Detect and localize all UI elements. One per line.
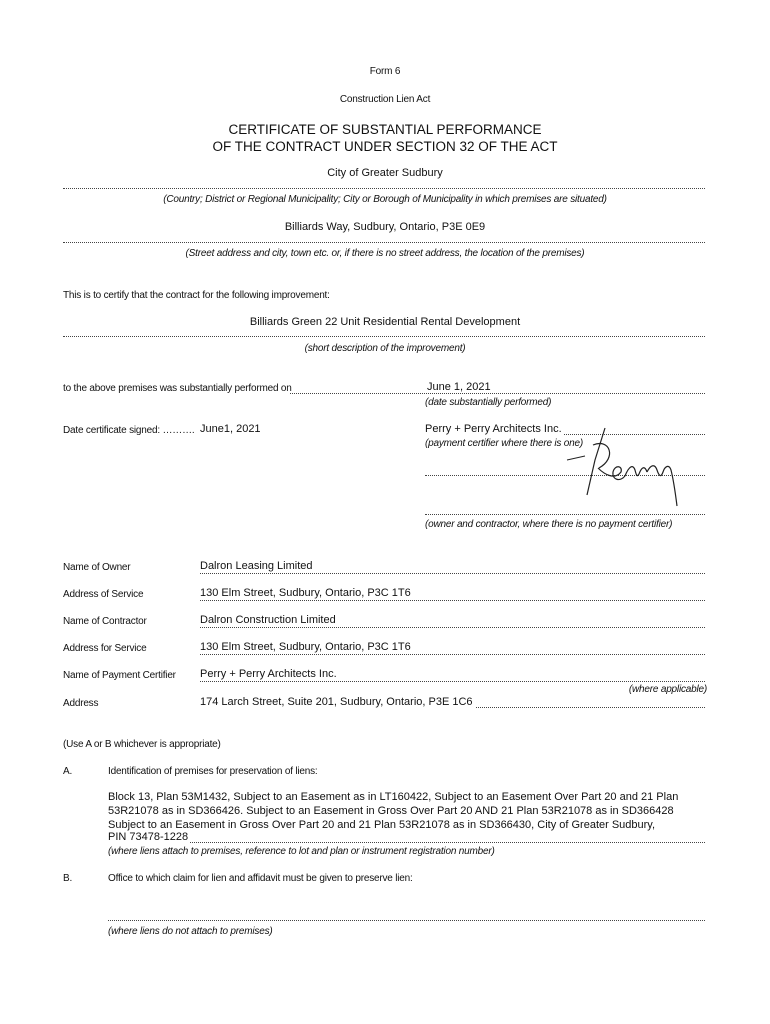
improvement-value: Billiards Green 22 Unit Residential Rental Development	[249, 316, 521, 328]
section-a-line-2: 53R21078 as in SD366426. Subject to an Easement in Gross Over Part 20 AND 21 Plan 53R21078 as in SD366428	[108, 805, 674, 817]
contractor-service-value: 130 Elm Street, Sudbury, Ontario, P3C 1T6	[200, 641, 411, 653]
section-a-caption: (where liens attach to premises, reference to lot and plan or instrument registration number)	[108, 846, 495, 857]
contractor-service-line	[200, 654, 705, 655]
certifier-address-value: 174 Larch Street, Suite 201, Sudbury, Ontario, P3E 1C6	[200, 696, 473, 708]
owner-service-line	[200, 600, 705, 601]
municipality-value: City of Greater Sudbury	[327, 167, 443, 179]
improvement-line	[63, 336, 705, 337]
signature-image	[565, 420, 695, 515]
address-value: Billiards Way, Sudbury, Ontario, P3E 0E9	[284, 221, 486, 233]
owner-caption: (owner and contractor, where there is no payment certifier)	[425, 519, 673, 530]
contractor-name-label: Name of Contractor	[63, 616, 147, 627]
section-a-letter: A.	[63, 766, 73, 777]
owner-service-label: Address of Service	[63, 589, 144, 600]
certifier-address-label: Address	[63, 698, 99, 709]
section-b-caption: (where liens do not attach to premises)	[108, 926, 273, 937]
municipality-caption: (Country; District or Regional Municipality; City or Borough of Municipality in which premises are situated)	[163, 194, 607, 205]
municipality-line	[63, 188, 705, 189]
payment-certifier-value: Perry + Perry Architects Inc.	[200, 668, 337, 680]
section-b-heading: Office to which claim for lien and affidavit must be given to preserve lien:	[108, 873, 413, 884]
contractor-name-line	[200, 627, 705, 628]
contractor-name-value: Dalron Construction Limited	[200, 614, 336, 626]
contractor-service-label: Address for Service	[63, 643, 147, 654]
use-note: (Use A or B whichever is appropriate)	[63, 739, 221, 750]
address-line	[63, 242, 705, 243]
performance-label: to the above premises was substantially performed on	[63, 383, 292, 394]
section-a-line-1: Block 13, Plan 53M1432, Subject to an Easement as in LT160422, Subject to an Easement Over Part 20 and 21 Plan	[108, 791, 679, 803]
signed-label: Date certificate signed: ……….	[63, 425, 195, 436]
payment-certifier-line	[200, 681, 705, 682]
page-title: CERTIFICATE OF SUBSTANTIAL PERFORMANCE	[228, 122, 542, 137]
performance-value: June 1, 2021	[427, 381, 491, 393]
page-subtitle: OF THE CONTRACT UNDER SECTION 32 OF THE ACT	[212, 139, 558, 154]
form-number: Form 6	[369, 66, 401, 77]
certifier-caption: (payment certifier where there is one)	[425, 438, 584, 449]
performance-caption: (date substantially performed)	[425, 397, 552, 408]
section-a-line	[108, 842, 705, 843]
performance-line	[290, 393, 705, 394]
act-name: Construction Lien Act	[339, 94, 431, 105]
address-caption: (Street address and city, town etc. or, if there is no street address, the location of the premises)	[185, 248, 585, 259]
payment-certifier-label: Name of Payment Certifier	[63, 670, 176, 681]
section-a-heading: Identification of premises for preservation of liens:	[108, 766, 318, 777]
where-applicable-caption: (where applicable)	[628, 684, 707, 695]
owner-service-value: 130 Elm Street, Sudbury, Ontario, P3C 1T6	[200, 587, 411, 599]
improvement-intro: This is to certify that the contract for the following improvement:	[63, 290, 330, 301]
section-b-letter: B.	[63, 873, 73, 884]
owner-name-value: Dalron Leasing Limited	[200, 560, 313, 572]
improvement-caption: (short description of the improvement)	[304, 343, 466, 354]
certifier-value: Perry + Perry Architects Inc.	[425, 423, 562, 435]
owner-name-label: Name of Owner	[63, 562, 131, 573]
owner-name-line	[200, 573, 705, 574]
section-a-line-4: PIN 73478-1228	[108, 831, 189, 843]
signed-value: June1, 2021	[200, 423, 261, 435]
section-a-line-3: Subject to an Easement in Gross Over Part 20 and 21 Plan 53R21078 as in SD366430, City of Greater Sudbury,	[108, 819, 656, 831]
section-b-line	[108, 920, 705, 921]
